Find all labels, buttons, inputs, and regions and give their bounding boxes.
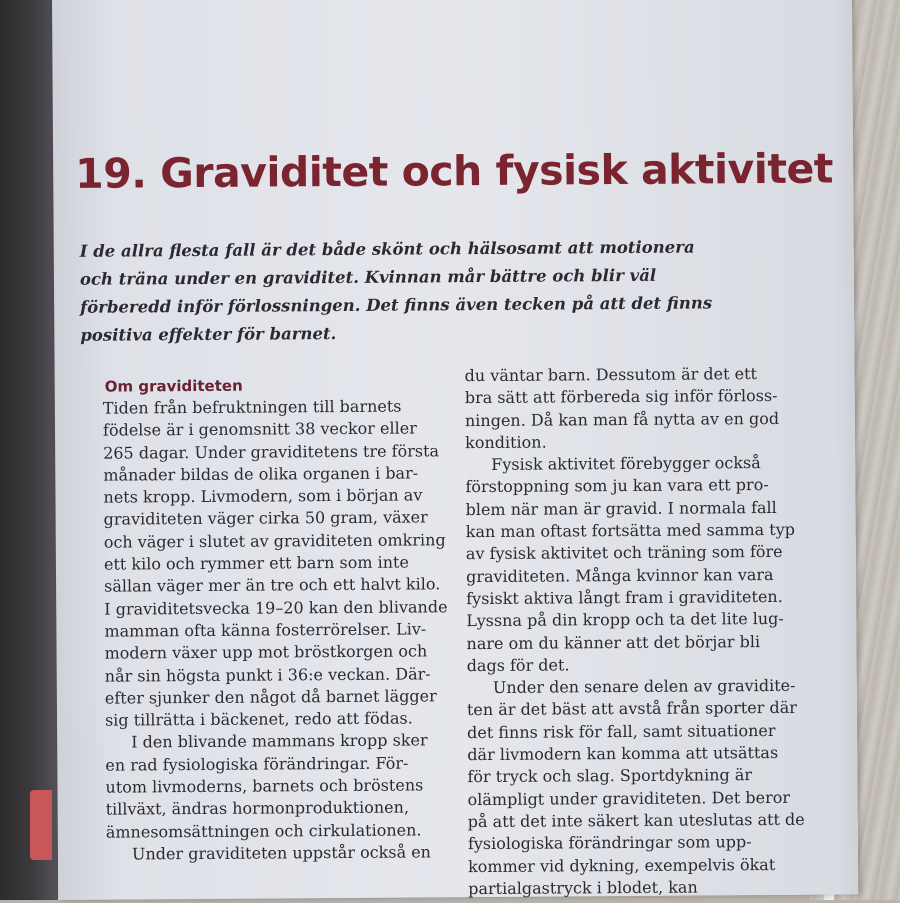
body-line: efter sjunker den något då barnet lägger (104, 686, 437, 708)
body-line: tillväxt, ändras hormonproduktionen, (105, 797, 410, 819)
body-line: ten är det bäst att avstå från sporter där (466, 698, 797, 720)
body-line: I den blivande mammans kropp sker (131, 730, 428, 752)
body-line: Tiden från befruktningen till barnets (102, 396, 402, 418)
body-line: utom livmoderns, barnets och bröstens (105, 775, 424, 797)
body-line: en rad fysiologiska förändringar. För- (105, 753, 409, 775)
chapter-intro (79, 234, 713, 350)
body-line: nare om du känner att det börjar bli (466, 631, 761, 653)
intro-line: förberedd inför förlossningen. Det finns även tecken på att det finns (80, 293, 713, 317)
body-line: kommer vid dykning, exempelvis ökat (467, 854, 776, 876)
body-line: blem när man är gravid. I normala fall (465, 497, 777, 519)
body-line: Under den senare delen av graviditе- (492, 675, 796, 698)
body-line: för tryck och slag. Sportdykning är (467, 765, 753, 787)
body-line: månader bildas de olika organen i bar- (103, 463, 419, 485)
body-line: fysiskt aktiva långt fram i graviditeten. (466, 586, 783, 609)
body-line: 265 dagar. Under graviditetens tre första (103, 440, 440, 463)
body-line: du väntar barn. Dessutom är det ett (464, 364, 757, 386)
left-column (103, 373, 456, 866)
body-line: kondition. (465, 432, 547, 453)
intro-line: och träna under en graviditet. Kvinnan mår bättre och blir väl (79, 265, 657, 289)
body-line: förstoppning som ju kan vara ett pro- (465, 475, 769, 497)
body-line: olämpligt under graviditeten. Det beror (467, 787, 791, 809)
right-column (465, 363, 829, 901)
body-line: ett kilo och rymmer ett barn som inte (103, 552, 409, 574)
body-line: når sin högsta punkt i 36:e veckan. Där- (104, 663, 431, 686)
intro-line: I de allra flesta fall är det både skönt och hälsosamt att motionera (79, 237, 695, 261)
body-line: graviditeten. Många kvinnor kan vara (465, 564, 774, 586)
body-line: sällan väger mer än tre och ett halvt kilo. (104, 574, 441, 597)
body-line: Fysisk aktivitet förebygger också (491, 453, 761, 475)
chapter-title: 19. Graviditet och fysisk aktivitet (75, 144, 834, 198)
body-line: där livmodern kan komma att utsättas (467, 742, 779, 765)
book-binding (0, 0, 58, 900)
book-page (52, 0, 858, 900)
body-line: dags för det. (466, 655, 570, 675)
body-line: partialgastryck i blodet, kan (468, 877, 698, 898)
body-line: nets kropp. Livmodern, som i början av (103, 485, 423, 507)
body-line: ningen. Då kan man få nytta av en god (464, 408, 780, 430)
body-line: sig tillrätta i bäckenet, redo att födas. (104, 708, 413, 730)
body-line: kan man oftast fortsätta med samma typ (465, 519, 796, 542)
body-line: bra sätt att förbereda sig inför förloss- (464, 386, 778, 408)
section-heading: Om graviditeten (104, 376, 243, 396)
body-line: på att det inte säkert kan uteslutas att de (467, 809, 805, 832)
body-line: I graviditetsvecka 19–20 kan den blivande (104, 596, 448, 619)
body-line: av fysisk aktivitet och träning som före (465, 542, 783, 564)
body-line: och väger i slutet av graviditeten omkring (103, 530, 446, 552)
body-line: fysiologiska förändringar som upp- (467, 832, 752, 854)
body-line: födelse är i genomsnitt 38 veckor eller (102, 418, 417, 440)
body-line: ämnesomsättningen och cirkulationen. (105, 820, 422, 842)
body-line: graviditeten väger cirka 50 gram, växer (103, 507, 428, 530)
body-line: Lyssna på din kropp och ta det lite lug- (466, 609, 784, 631)
intro-line: positiva effekter för barnet. (80, 324, 337, 345)
bookmark-ribbon (30, 790, 52, 860)
body-line: Under graviditeten uppstår också en (131, 842, 431, 864)
body-line: mamman ofta känna fosterrörelser. Liv- (104, 619, 427, 641)
body-line: modern växer upp mot bröstkorgen och (104, 641, 428, 663)
body-line: det finns risk för fall, samt situationer (467, 720, 776, 742)
